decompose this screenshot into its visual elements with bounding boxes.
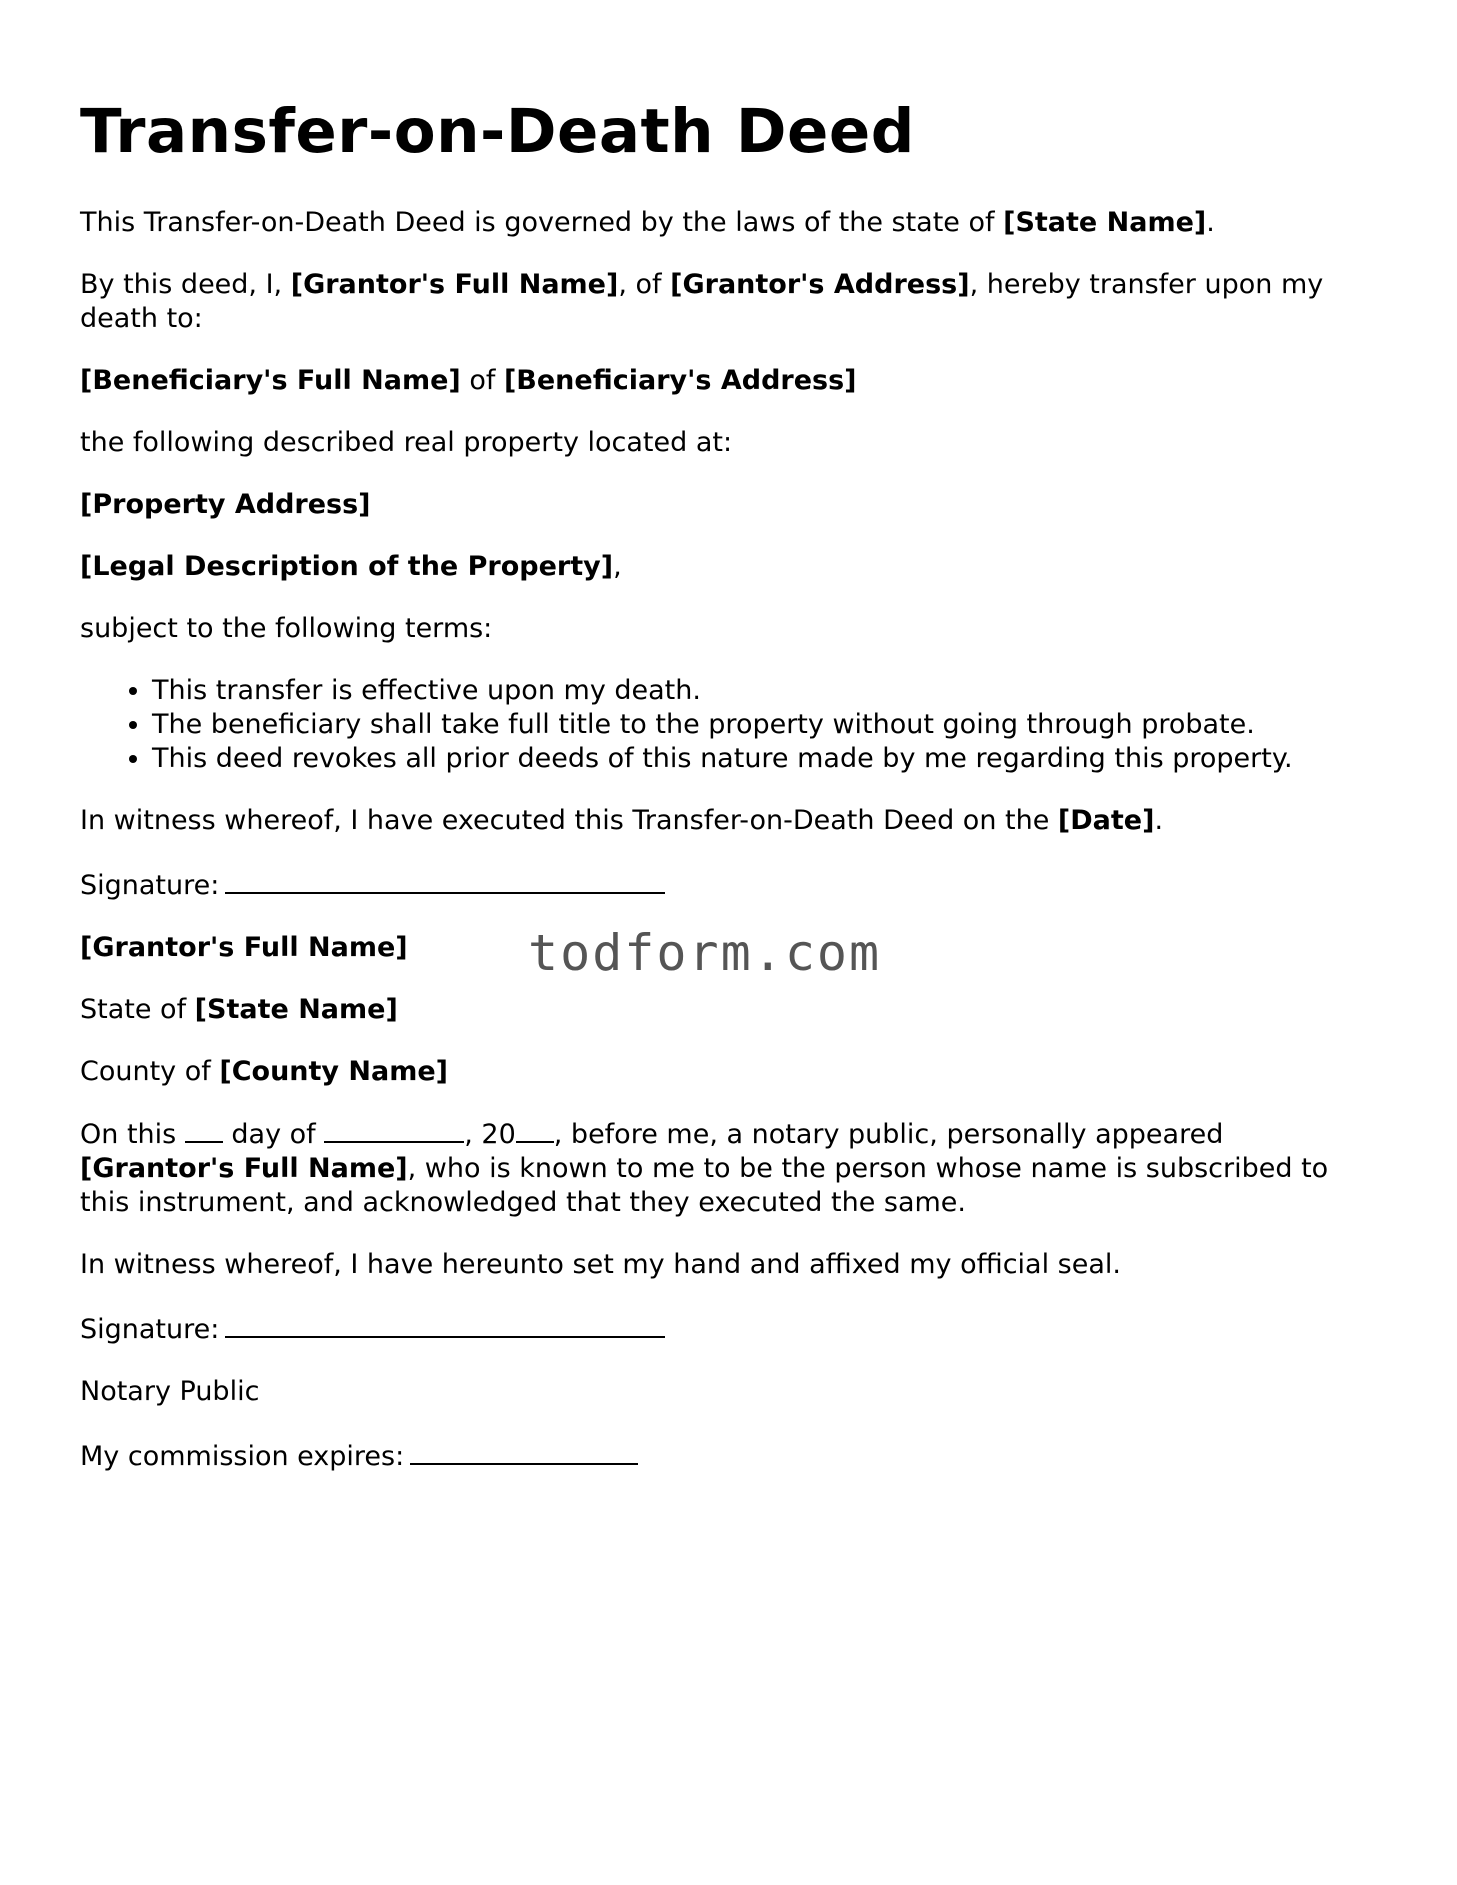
terms-list (80, 674, 1380, 776)
seal-paragraph: In witness whereof, I have hereunto set my hand and affixed my official seal. (80, 1249, 1121, 1281)
governing-law-paragraph: This Transfer-on-Death Deed is governed by the laws of the state of [State Name]. (80, 207, 1215, 239)
county-line: County of [County Name] (80, 1056, 449, 1088)
date-placeholder: [Date] (1057, 805, 1155, 837)
list-item: • This deed revokes all prior deeds of this nature made by me regarding this property. (152, 742, 1380, 776)
county-name-placeholder: [County Name] (219, 1056, 449, 1088)
commission-expires-line: My commission expires: (80, 1437, 1380, 1474)
grantor-printed-name: [Grantor's Full Name] (80, 932, 408, 964)
beneficiary-paragraph: [Beneficiary's Full Name] of [Beneficiary's Address] (80, 365, 857, 397)
legal-description-placeholder: [Legal Description of the Property] (80, 551, 614, 583)
execution-paragraph: In witness whereof, I have executed this Transfer-on-Death Deed on the [Date]. (80, 805, 1164, 837)
month-blank-field[interactable] (324, 1117, 464, 1143)
legal-description-paragraph: [Legal Description of the Property], (80, 551, 622, 583)
beneficiary-name-placeholder: [Beneficiary's Full Name] (80, 365, 461, 397)
terms-intro-paragraph: subject to the following terms: (80, 613, 493, 645)
property-intro-paragraph: the following described real property located at: (80, 427, 733, 459)
notary-signature-line: Signature: (80, 1310, 1380, 1347)
property-address-paragraph (80, 488, 1380, 522)
list-item: • The beneficiary shall take full title to the property without going through probate. (152, 708, 1380, 742)
state-line: State of [State Name] (80, 994, 398, 1026)
document-page (80, 95, 1380, 1502)
notary-public-label: Notary Public (80, 1376, 260, 1408)
list-item: • This transfer is effective upon my death. (152, 674, 1380, 708)
day-blank-field[interactable] (185, 1117, 223, 1143)
document-title: Transfer-on-Death Deed (80, 96, 915, 167)
grantor-paragraph: By this deed, I, [Grantor's Full Name], of [Grantor's Address], hereby transfer upon my death to: (80, 269, 1324, 335)
grantor-name-placeholder: [Grantor's Full Name] (290, 269, 619, 301)
commission-expires-field[interactable] (410, 1437, 638, 1465)
state-name-placeholder: [State Name] (194, 994, 398, 1026)
state-name-placeholder: [State Name] (1003, 207, 1207, 239)
notary-acknowledgment-paragraph: On this day of , 20 , before me, a notary public, personally appeared [Grantor's Full Name], who is known to me to be the person whose name is subscribed to this instrument, and acknowledged that they executed the same. (80, 1119, 1329, 1219)
grantor-signature-field[interactable] (225, 866, 665, 894)
year-blank-field[interactable] (516, 1117, 554, 1143)
beneficiary-address-placeholder: [Beneficiary's Address] (503, 365, 857, 397)
grantor-address-placeholder: [Grantor's Address] (670, 269, 970, 301)
watermark-text: todform.com (528, 924, 882, 982)
grantor-signature-line: Signature: (80, 866, 1380, 903)
property-address-placeholder: [Property Address] (80, 489, 371, 521)
notary-signature-field[interactable] (225, 1310, 665, 1338)
grantor-name-placeholder: [Grantor's Full Name] (80, 1153, 408, 1185)
